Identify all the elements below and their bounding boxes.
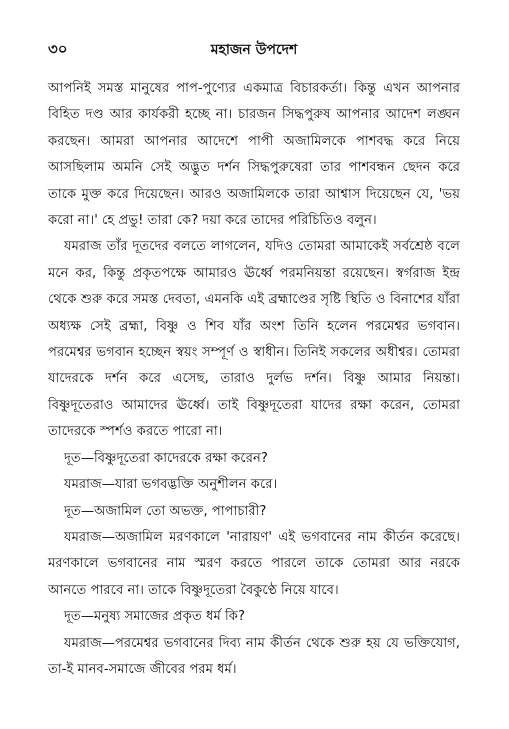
body-text <box>48 76 460 683</box>
paragraph-1: আপনিই সমস্ত মানুষের পাপ-পুণ্যের একমাত্র বিচারকর্তা। কিন্তু এখন আপনার বিহিত দণ্ড আর কার্যকরী হচ্ছে না। চারজন সিদ্ধপুরুষ আপনার আদেশ লঙ্ঘন করছেন। আমরা আপনার আদেশে পাপী অজামিলকে পাশবদ্ধ করে নিয়ে আসছিলাম অমনি সেই অদ্ভুত দর্শন সিদ্ধপুরুষেরা তার পাশবন্ধন ছেদন করে তাকে মুক্ত করে দিয়েছেন। আরও অজামিলকে তারা আশ্বাস দিয়েছেন যে, 'ভয় করো না।' হে প্রভু! তারা কে? দয়া করে তাদের পরিচিতিও বলুন। <box>48 81 460 229</box>
dialogue-line-2: যমরাজ—যারা ভগবদ্ভক্তি অনুশীলন করে। <box>64 477 278 493</box>
paragraph-2: যমরাজ তাঁর দূতদের বলতে লাগলেন, যদিও তোমরা আমাকেই সর্বশ্রেষ্ঠ বলে মনে কর, কিন্তু প্রকৃতপক্ষে আমারও ঊর্ধ্বে পরমনিয়ন্তা রয়েছেন। স্বর্গরাজ ইন্দ্র থেকে শুরু করে সমস্ত দেবতা, এমনকি এই ব্রহ্মাণ্ডের সৃষ্টি স্থিতি ও বিনাশের যাঁরা অধ্যক্ষ সেই ব্রহ্মা, বিষ্ণু ও শিব যাঁর অংশ তিনি হলেন পরমেশ্বর ভগবান। পরমেশ্বর ভগবান হচ্ছেন স্বয়ং সম্পূর্ণ ও স্বাধীন। তিনিই সকলের অধীশ্বর। তোমরা যাদেরকে দর্শন করে এসেছ, তারাও দুর্লভ দর্শন। বিষ্ণু আমার নিয়ন্তা। বিষ্ণুদূতেরাও আমাদের ঊর্ধ্বে। তাই বিষ্ণুদূতেরা যাদের রক্ষা করেন, তোমরা তাদেরকে স্পর্শও করতে পারো না। <box>48 239 460 440</box>
dialogue-line-3: দূত—অজামিল তো অভক্ত, পাপাচারী? <box>64 503 267 519</box>
dialogue-line-5: দূত—মনুষ্য সমাজের প্রকৃত ধর্ম কি? <box>64 609 245 625</box>
dialogue-line-4: যমরাজ—অজামিল মরণকালে 'নারায়ণ' এই ভগবানের নাম কীর্তন করেছে। মরণকালে ভগবানের নাম স্মরণ করতে পারলে তাকে তোমরা আর নরকে আনতে পারবে না। তাকে বিষ্ণুদূতেরা বৈকুণ্ঠে নিয়ে যাবে। <box>48 529 460 598</box>
page-header <box>48 38 460 62</box>
running-title: মহাজন উপদেশ <box>210 42 298 58</box>
dialogue-line-1: দূত—বিষ্ণুদূতেরা কাদেরকে রক্ষা করেন? <box>64 450 268 466</box>
page-number: ৩০ <box>48 40 68 58</box>
dialogue-line-6: যমরাজ—পরমেশ্বর ভগবানের দিব্য নাম কীর্তন থেকে শুরু হয় যে ভক্তিযোগ, তা-ই মানব-সমাজে জীবের পরম ধর্ম। <box>48 635 460 677</box>
